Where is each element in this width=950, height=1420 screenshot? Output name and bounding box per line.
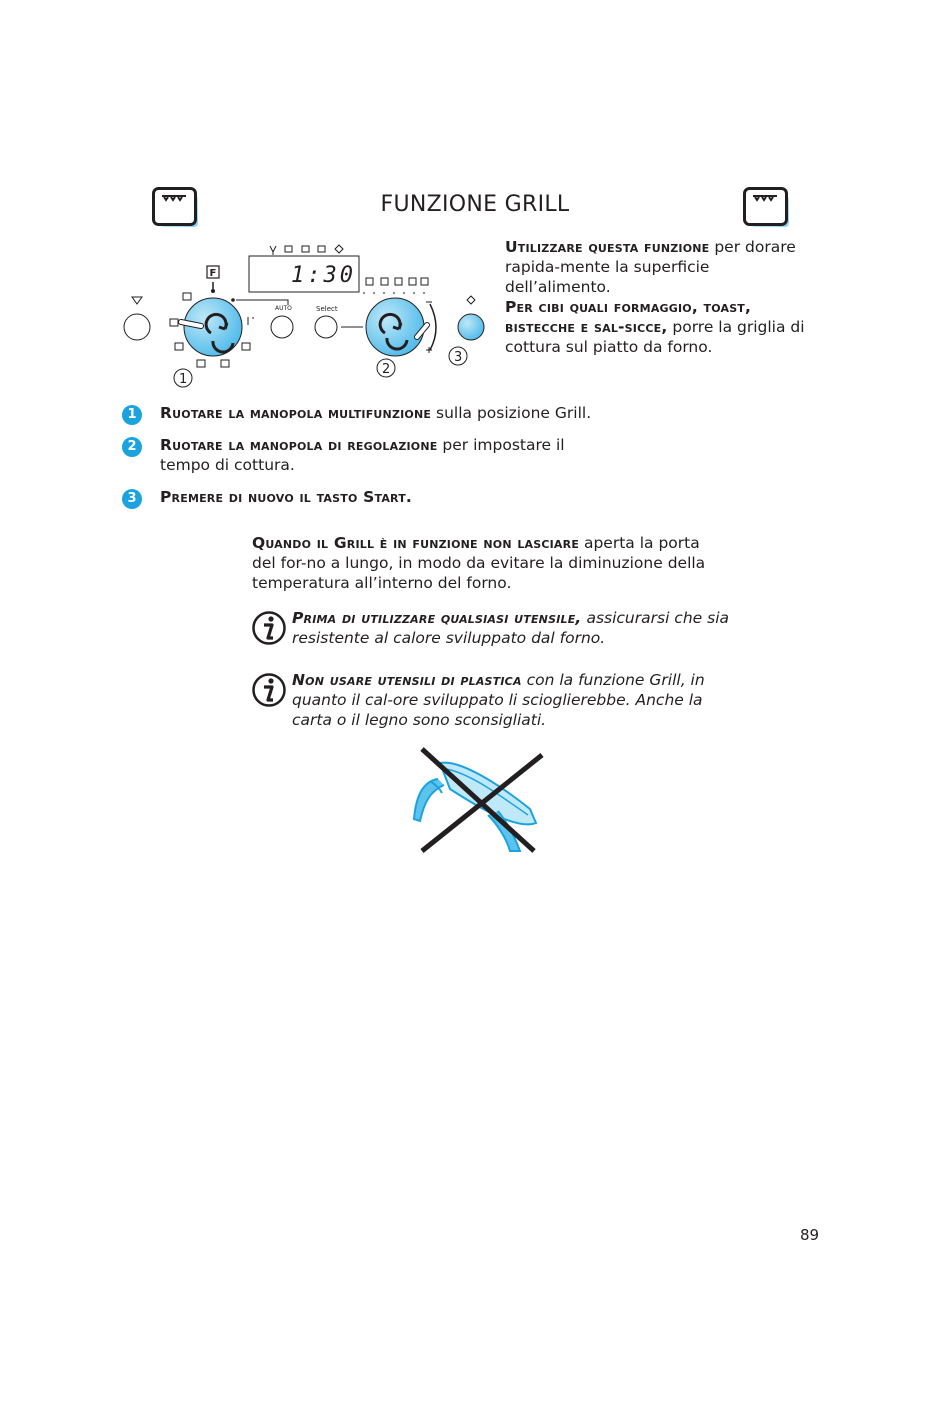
note-1: Prima di utilizzare qualsiasi utensile, assicurarsi che sia resistente al calore sviluppato dal forno. — [252, 608, 742, 648]
step-number: 1 — [122, 405, 142, 425]
stop-button — [124, 314, 150, 340]
select-button — [315, 316, 337, 338]
step-2: 2 Ruotare la manopola di regolazione per impostare il tempo di cottura. — [122, 435, 592, 475]
step-number: 2 — [122, 437, 142, 457]
note-2: Non usare utensili di plastica con la funzione Grill, in quanto il cal-ore sviluppato li scioglierebbe. Anche la carta o il legno sono sconsigliati. — [252, 670, 742, 730]
multifunction-knob — [170, 293, 253, 367]
info-icon — [252, 672, 286, 708]
display-time: 1:30 — [291, 263, 356, 288]
regulation-knob — [366, 298, 427, 356]
step-1: 1 Ruotare la manopola multifunzione sulla posizione Grill. — [122, 403, 592, 423]
start-button — [458, 314, 484, 340]
page-number: 89 — [800, 1226, 820, 1244]
no-plastic-utensil-illustration — [410, 745, 546, 853]
callout-1: 1 — [179, 372, 188, 387]
intro-paragraph-1: Utilizzare questa funzione per dorare rapida-mente la superficie dell’alimento. — [505, 238, 796, 296]
control-panel-diagram — [115, 240, 495, 390]
auto-label: AUTO — [275, 305, 292, 312]
select-label: Select — [316, 305, 338, 313]
warning-paragraph: Quando il Grill è in funzione non lasciare aperta la porta del for-no a lungo, in modo da evitare la diminuzione della temperatura all’interno del forno. — [252, 534, 706, 592]
callout-2: 2 — [382, 362, 391, 377]
intro-paragraph-2: Per cibi quali formaggio, toast, bistecche e sal-sicce, porre la griglia di cottura sul piatto da forno. — [505, 298, 805, 356]
page-title: FUNZIONE GRILL — [380, 192, 570, 217]
callout-3: 3 — [454, 350, 463, 365]
f-label: F — [209, 268, 217, 279]
time-button — [271, 316, 293, 338]
function-icons-row — [270, 245, 343, 255]
step-3: 3 Premere di nuovo il tasto Start. — [122, 487, 592, 507]
cross-line-2 — [422, 755, 542, 851]
step-number: 3 — [122, 489, 142, 509]
info-icon — [252, 610, 286, 646]
intro-text — [505, 237, 815, 357]
